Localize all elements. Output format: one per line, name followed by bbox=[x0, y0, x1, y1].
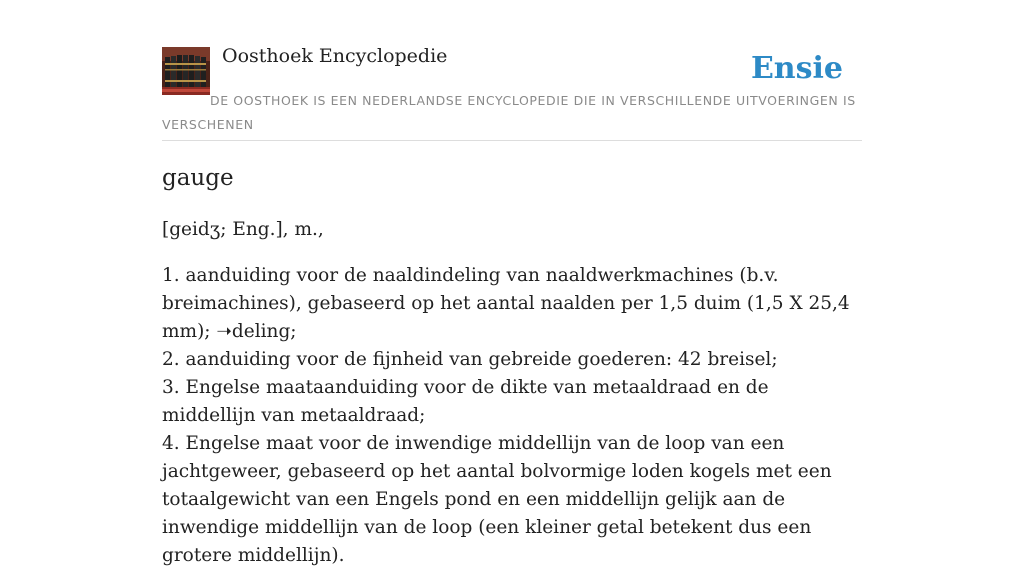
definition-item: 2. aanduiding voor de fijnheid van gebreide goederen: 42 breisel; bbox=[162, 349, 778, 370]
page-container bbox=[162, 0, 862, 566]
books-icon bbox=[162, 47, 210, 95]
definition-item: 1. aanduiding voor de naaldindeling van naaldwerkmachines (b.v. breimachines), gebaseerd op het aantal naalden per 1,5 duim (1,5 X 25,4 mm); ➝deling; bbox=[162, 265, 850, 342]
avatar[interactable] bbox=[162, 47, 210, 95]
entry-term: gauge bbox=[162, 165, 234, 191]
entry-header bbox=[162, 0, 862, 141]
site-tagline: DE OOSTHOEK IS EEN NEDERLANDSE ENCYCLOPEDIE DIE IN VERSCHILLENDE UITVOERINGEN IS VERSCHENEN bbox=[162, 93, 856, 132]
definition-item: 3. Engelse maataanduiding voor de dikte van metaaldraad en de middellijn van metaaldraad; bbox=[162, 377, 769, 426]
entry-pronunciation: [geidʒ; Eng.], m., bbox=[162, 219, 324, 240]
entry-content bbox=[162, 162, 862, 570]
site-title[interactable]: Oosthoek Encyclopedie bbox=[222, 45, 448, 67]
brand-logo-link[interactable]: Ensie bbox=[750, 51, 843, 86]
definition-item: 4. Engelse maat voor de inwendige middellijn van de loop van een jachtgeweer, gebaseerd op het aantal bolvormige loden kogels met een totaalgewicht van een Engels pond en een middellijn gelijk aan de inwendige middellijn van de loop (een kleiner getal betekent dus een grotere middellijn). bbox=[162, 433, 832, 566]
entry-definitions bbox=[162, 262, 862, 570]
